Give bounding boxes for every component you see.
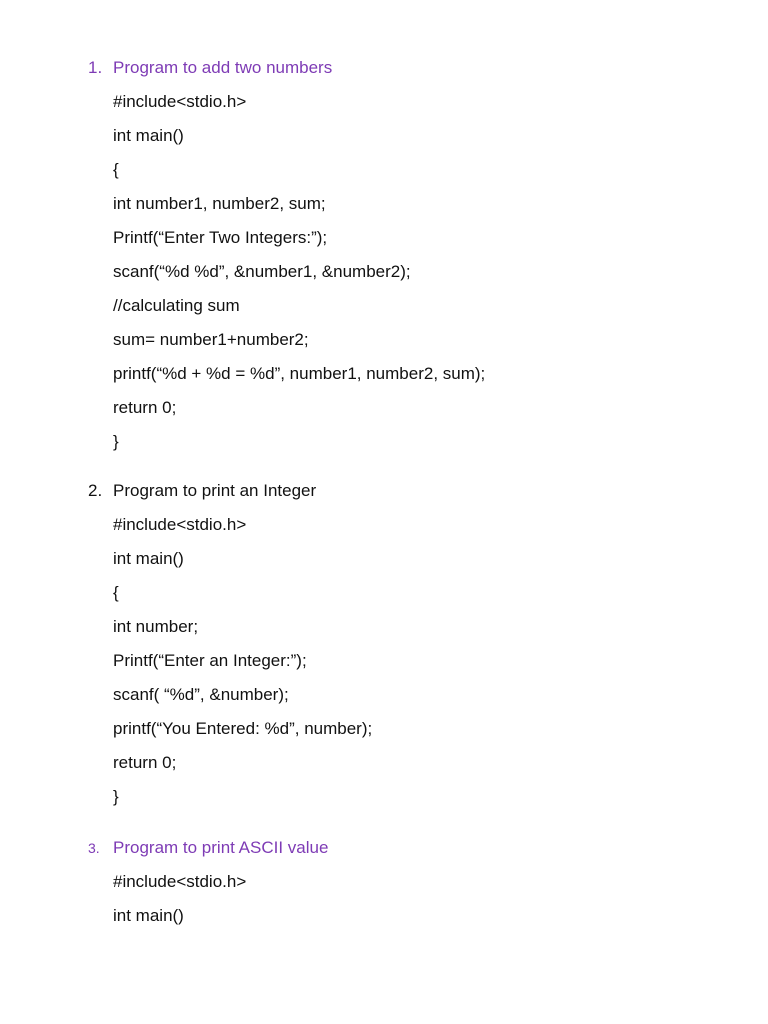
code-line: int main() <box>113 549 184 568</box>
list-number: 3. <box>88 840 100 856</box>
code-line: #include<stdio.h> <box>113 872 247 891</box>
program-title: Program to print ASCII value <box>113 838 329 857</box>
program-1 <box>0 51 768 459</box>
code-line: int number1, number2, sum; <box>113 194 326 213</box>
code-line: scanf( “%d”, &number); <box>113 685 289 704</box>
code-line: Printf(“Enter Two Integers:”); <box>113 228 328 247</box>
list-number: 1. <box>88 58 103 77</box>
code-line: Printf(“Enter an Integer:”); <box>113 651 307 670</box>
code-line: int main() <box>113 126 184 145</box>
code-line: #include<stdio.h> <box>113 92 247 111</box>
code-line: int main() <box>113 906 184 925</box>
program-heading <box>0 51 768 85</box>
code-line: { <box>113 160 119 179</box>
code-line: return 0; <box>113 753 177 772</box>
code-line: } <box>113 787 119 806</box>
code-line: printf(“%d + %d = %d”, number1, number2, sum); <box>113 364 486 383</box>
code-line: { <box>113 583 119 602</box>
code-line: //calculating sum <box>113 296 240 315</box>
code-line: } <box>113 432 119 451</box>
code-line: printf(“You Entered: %d”, number); <box>113 719 373 738</box>
code-line: return 0; <box>113 398 177 417</box>
program-title: Program to print an Integer <box>113 481 317 500</box>
program-2 <box>0 474 768 814</box>
program-3 <box>0 831 768 933</box>
code-line: scanf(“%d %d”, &number1, &number2); <box>113 262 411 281</box>
code-line: int number; <box>113 617 199 636</box>
list-number: 2. <box>88 481 103 500</box>
code-line: sum= number1+number2; <box>113 330 309 349</box>
program-title: Program to add two numbers <box>113 58 333 77</box>
program-heading <box>0 831 768 865</box>
program-heading <box>0 474 768 508</box>
code-line: #include<stdio.h> <box>113 515 247 534</box>
